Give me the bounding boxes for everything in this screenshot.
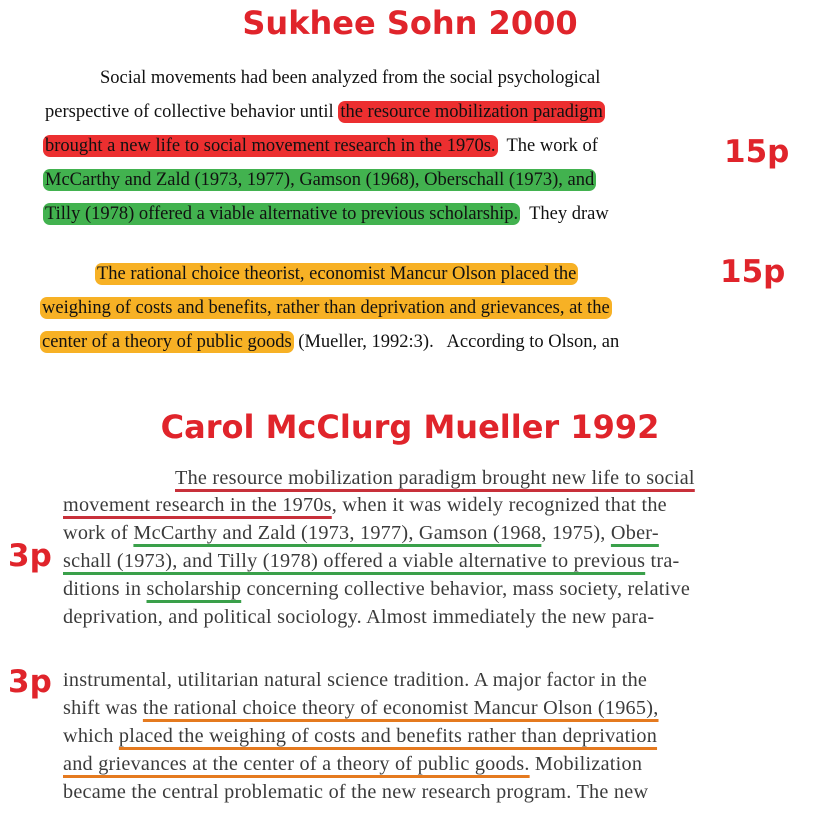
text-span: , when it was widely recognized that the [331, 494, 667, 516]
mueller-heading: Carol McClurg Mueller 1992 [160, 408, 660, 446]
underline-red: movement research in the 1970s [63, 494, 332, 516]
text-line [63, 494, 667, 517]
page-label: 15p [724, 134, 790, 170]
underline-green: schall (1973), and Tilly (1978) offered a viable alternative to previous [63, 550, 646, 572]
text-line [63, 697, 659, 720]
text-line: became the central problematic of the new research program. The new [63, 781, 649, 803]
underline-orange: placed the weighing of costs and benefits rather than deprivation [118, 725, 658, 747]
page-label: 3p [8, 664, 52, 700]
text-line: Social movements had been analyzed from the social psychological [100, 68, 601, 88]
text-line [40, 298, 612, 319]
text-line [40, 332, 619, 353]
highlight-red: brought a new life to social movement research in the 1970s. [45, 136, 496, 156]
text-line [45, 102, 605, 123]
text-line: instrumental, utilitarian natural science tradition. A major factor in the [63, 669, 648, 691]
underline-orange: the rational choice theory of economist Mancur Olson (1965), [142, 697, 659, 719]
underline-green: McCarthy and Zald (1973, 1977), Gamson (1968 [133, 522, 542, 544]
text-span: work of [63, 522, 134, 544]
text-span: concerning collective behavior, mass society, relative [241, 578, 691, 600]
text-line [95, 264, 578, 285]
text-line [43, 204, 609, 225]
text-span: tra- [645, 550, 680, 572]
text-span: (Mueller, 1992:3). According to Olson, an [293, 332, 620, 352]
underline-red: The resource mobilization paradigm brought new life to social [175, 467, 695, 489]
highlight-red: the resource mobilization paradigm [340, 102, 603, 122]
sohn-heading: Sukhee Sohn 2000 [242, 4, 578, 42]
text-line [43, 170, 596, 191]
page-label: 15p [720, 254, 786, 290]
text-span: Mobilization [529, 753, 643, 775]
page-label: 3p [8, 538, 52, 574]
highlight-orange: weighing of costs and benefits, rather than deprivation and grievances, at the [42, 298, 610, 318]
highlight-green: McCarthy and Zald (1973, 1977), Gamson (1968), Oberschall (1973), and [45, 170, 595, 190]
highlight-green: Tilly (1978) offered a viable alternative to previous scholarship. [45, 204, 519, 224]
underline-green: Ober- [610, 522, 659, 544]
text-span: The work of [497, 136, 598, 156]
text-span: ditions in [63, 578, 147, 600]
text-span: which [63, 725, 119, 747]
highlight-orange: center of a theory of public goods [42, 332, 292, 352]
text-span: , 1975), [541, 522, 611, 544]
underline-orange: and grievances at the center of a theory of public goods. [63, 753, 530, 775]
text-line [63, 753, 642, 776]
text-line [63, 578, 690, 601]
text-line [63, 725, 657, 748]
text-span: shift was [63, 697, 143, 719]
text-span: perspective of collective behavior until [45, 102, 339, 122]
text-line [175, 467, 695, 490]
text-line [63, 522, 659, 545]
highlight-orange: The rational choice theorist, economist Mancur Olson placed the [97, 264, 577, 284]
text-line [43, 136, 598, 157]
text-line [63, 550, 680, 573]
underline-green: scholarship [146, 578, 242, 600]
text-span: They draw [520, 204, 609, 224]
text-line: deprivation, and political sociology. Almost immediately the new para- [63, 606, 655, 628]
